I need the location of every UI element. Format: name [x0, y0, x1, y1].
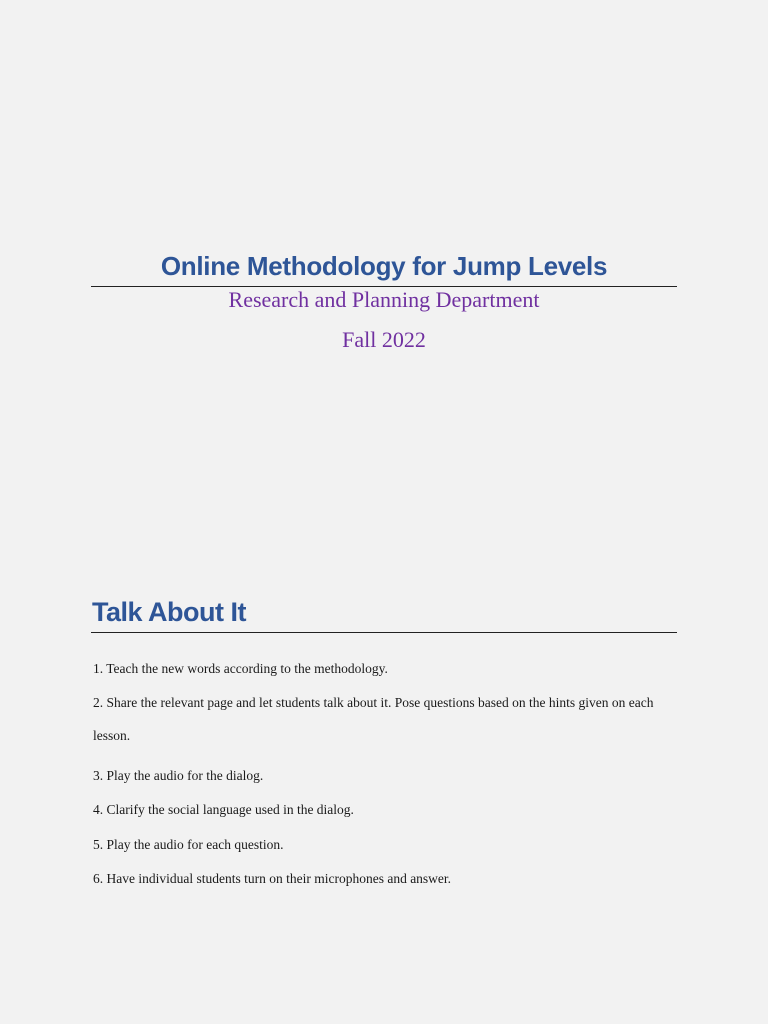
step-item: 6. Have individual students turn on their microphones and answer. [93, 871, 452, 886]
section-heading: Talk About It [92, 597, 246, 627]
step-item: 4. Clarify the social language used in the dialog. [93, 802, 354, 817]
step-item: 1. Teach the new words according to the methodology. [93, 661, 388, 676]
page-title: Online Methodology for Jump Levels [160, 251, 608, 281]
step-item: 2. Share the relevant page and let students talk about it. Pose questions based on the hints given on each lesson. [93, 695, 654, 743]
section-divider [91, 632, 677, 633]
step-item: 5. Play the audio for each question. [93, 837, 284, 852]
term-subtitle: Fall 2022 [342, 327, 426, 352]
step-item: 3. Play the audio for the dialog. [93, 768, 264, 783]
department-subtitle: Research and Planning Department [228, 287, 540, 312]
